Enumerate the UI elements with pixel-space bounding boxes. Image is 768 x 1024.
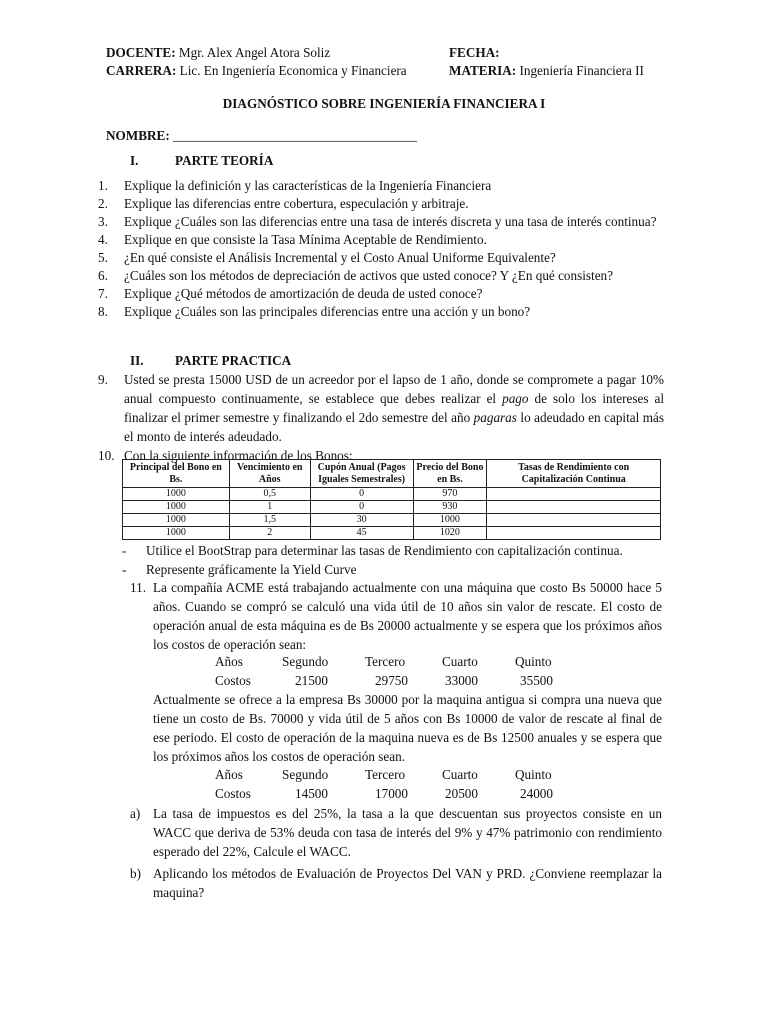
bond-table-row <box>123 488 661 501</box>
docente-label: DOCENTE: <box>106 45 176 60</box>
cost-cell: 24000 <box>520 786 553 801</box>
bond-table-cell: 1000 <box>123 488 230 501</box>
bond-table-cell: 0,5 <box>229 488 310 501</box>
question-number: 5. <box>98 250 108 265</box>
docente-value: Mgr. Alex Angel Atora Soliz <box>178 45 331 60</box>
bond-table-cell: 45 <box>310 527 413 540</box>
question-text: Explique las diferencias entre cobertura, especulación y arbitraje. <box>124 196 469 211</box>
question-text: Explique ¿Qué métodos de amortización de deuda de usted conoce? <box>124 286 483 301</box>
part-letter: b) <box>130 866 141 881</box>
cost-cell: 17000 <box>375 786 408 801</box>
theory-question-2 <box>98 195 664 213</box>
document-title: DIAGNÓSTICO SOBRE INGENIERÍA FINANCIERA I <box>222 96 546 111</box>
bond-table <box>122 459 661 540</box>
question-11-new-machine: Actualmente se ofrece a la empresa Bs 30000 por la maquina antigua si compra una nueva que tiene un costo de Bs. 70000 y vida útil de 5 años con Bs 10000 de valor de rescate al final de ese periodo. El costo de operación de la maquina nueva es de Bs 12500 anuales y se espera que los próximos años los costos de operación sean. <box>153 692 662 764</box>
year-cell: Segundo <box>282 767 329 782</box>
bond-table-header-row <box>123 460 661 488</box>
section-2-title: PARTE PRACTICA <box>175 353 292 368</box>
carrera-label: CARRERA: <box>106 63 177 78</box>
task-text: Represente gráficamente la Yield Curve <box>146 562 357 577</box>
question-11-number: 11. <box>130 580 146 595</box>
question-number: 7. <box>98 286 108 301</box>
year-cell: Quinto <box>515 654 552 669</box>
bond-table-cell: 1020 <box>413 527 487 540</box>
question-9-text-b: de solo los intereses al finalizar el primer semestre y finalizando el 2do semestre del año <box>124 391 664 425</box>
bond-table-cell <box>487 501 661 514</box>
theory-question-3 <box>98 213 664 231</box>
year-cell: Tercero <box>365 654 406 669</box>
cost-cell: 35500 <box>520 673 553 688</box>
question-text: Explique en que consiste la Tasa Mínima Aceptable de Rendimiento. <box>124 232 487 247</box>
bond-table-cell: 1000 <box>123 501 230 514</box>
question-10-tasks <box>122 542 662 579</box>
theory-question-1 <box>98 177 664 195</box>
costs-label: Costos <box>215 673 251 688</box>
year-cell: Cuarto <box>442 767 478 782</box>
year-cell: Tercero <box>365 767 406 782</box>
question-text: ¿Cuáles son los métodos de depreciación de activos que usted conoce? Y ¿En qué consisten? <box>124 268 613 283</box>
part-letter: a) <box>130 806 141 821</box>
theory-questions-list <box>98 177 664 321</box>
docente-field <box>106 44 330 62</box>
bond-table-header-cell: Vencimiento en Años <box>229 460 310 488</box>
question-number: 2. <box>98 196 108 211</box>
bond-table-row <box>123 527 661 540</box>
carrera-value: Lic. En Ingeniería Economica y Financiera <box>179 63 407 78</box>
cost-cell: 14500 <box>295 786 328 801</box>
question-text: Explique ¿Cuáles son las diferencias entre una tasa de interés discreta y una tasa de interés continua? <box>124 214 657 229</box>
question-9-number: 9. <box>98 372 108 387</box>
task-text: Utilice el BootStrap para determinar las tasas de Rendimiento con capitalización continua. <box>146 543 623 558</box>
part-text: Aplicando los métodos de Evaluación de Proyectos Del VAN y PRD. ¿Conviene reemplazar la maquina? <box>153 866 662 900</box>
bond-table-cell <box>487 488 661 501</box>
question-10-number: 10. <box>98 448 115 463</box>
cost-cell: 33000 <box>445 673 478 688</box>
question-10-text: Con la siguiente información de los Bonos: <box>124 448 353 463</box>
bond-table-cell: 30 <box>310 514 413 527</box>
theory-question-6 <box>98 267 664 285</box>
header-row-2 <box>106 62 666 80</box>
question-number: 4. <box>98 232 108 247</box>
question-11-part-a <box>130 804 662 861</box>
practice-questions-list <box>98 370 664 465</box>
question-9-italic-pagaras: pagaras <box>473 410 517 425</box>
bond-table-cell: 1000 <box>123 514 230 527</box>
costs-label: Costos <box>215 786 251 801</box>
question-number: 1. <box>98 178 108 193</box>
bond-table-cell: 2 <box>229 527 310 540</box>
bond-table-cell: 970 <box>413 488 487 501</box>
cost-cell: 20500 <box>445 786 478 801</box>
question-11 <box>130 578 662 654</box>
bond-table-header-cell: Cupón Anual (Pagos Iguales Semestrales) <box>310 460 413 488</box>
bond-table-cell <box>487 514 661 527</box>
question-11-intro: La compañía ACME está trabajando actualmente con una máquina que costo Bs 50000 hace 5 años. Cuando se compró se calculó una vida útil de 10 años sin valor de rescate. El costo de operación anual de esta máquina es de Bs 20000 actualmente y se espera que los próximos años los costos de operación sean: <box>153 580 662 652</box>
question-9 <box>98 370 664 446</box>
bond-table-cell <box>487 527 661 540</box>
question-9-text-a: Usted se presta 15000 USD de un acreedor por el lapso de 1 año, donde se compromete a pagar 10% anual compuesto continuamente, se establece que debes realizar el <box>124 372 664 406</box>
question-text: ¿En qué consiste el Análisis Incremental y el Costo Anual Uniforme Equivalente? <box>124 250 556 265</box>
header-row-1 <box>106 44 666 62</box>
theory-question-7 <box>98 285 664 303</box>
bond-table-cell: 0 <box>310 488 413 501</box>
question-11-parts <box>130 804 662 902</box>
bond-table-cell: 930 <box>413 501 487 514</box>
question-9-italic-pago: pago <box>502 391 529 406</box>
task-dash: - <box>122 562 127 577</box>
bond-table-row <box>123 514 661 527</box>
fecha-field <box>449 44 500 62</box>
question-text: Explique la definición y las características de la Ingeniería Financiera <box>124 178 492 193</box>
bond-table-header-cell: Principal del Bono en Bs. <box>123 460 230 488</box>
year-cell: Cuarto <box>442 654 478 669</box>
question-9-text-c: lo adeudado en capital más el monto de interés adeudado. <box>124 410 664 444</box>
part-text: La tasa de impuestos es del 25%, la tasa a la que descuentan sus proyectos consiste en un WACC que deriva de 53% deuda con tasa de interés del 9% y 47% patrimonio con rendimiento esperado del 22%, Calcule el WACC. <box>153 806 662 859</box>
cost-cell: 29750 <box>375 673 408 688</box>
bond-table-header-cell: Tasas de Rendimiento con Capitalización Continua <box>487 460 661 488</box>
years-label: Años <box>215 767 243 782</box>
section-2-number: II. <box>130 353 144 368</box>
materia-value: Ingeniería Financiera II <box>519 63 644 78</box>
question-text: Explique ¿Cuáles son las principales diferencias entre una acción y un bono? <box>124 304 531 319</box>
nombre-field <box>106 127 417 145</box>
section-1-number: I. <box>130 153 139 168</box>
year-cell: Segundo <box>282 654 329 669</box>
theory-question-4 <box>98 231 664 249</box>
materia-label: MATERIA: <box>449 63 517 78</box>
section-1-title: PARTE TEORÍA <box>175 153 274 168</box>
nombre-label: NOMBRE: <box>106 128 170 143</box>
materia-field <box>449 62 644 80</box>
question-number: 8. <box>98 304 108 319</box>
bond-table-row <box>123 501 661 514</box>
theory-question-8 <box>98 303 664 321</box>
carrera-field <box>106 62 407 80</box>
nombre-line: _____________________________________ <box>173 128 418 143</box>
task-dash: - <box>122 543 127 558</box>
bond-table-header-cell: Precio del Bono en Bs. <box>413 460 487 488</box>
fecha-label: FECHA: <box>449 45 500 60</box>
question-number: 3. <box>98 214 108 229</box>
bond-table-cell: 0 <box>310 501 413 514</box>
question-11-part-b <box>130 864 662 902</box>
task-bootstrap <box>122 542 662 560</box>
bond-table-cell: 1 <box>229 501 310 514</box>
bond-table-body <box>123 488 661 540</box>
bond-table-cell: 1,5 <box>229 514 310 527</box>
year-cell: Quinto <box>515 767 552 782</box>
task-yield-curve <box>122 561 662 579</box>
bond-table-cell: 1000 <box>413 514 487 527</box>
years-label: Años <box>215 654 243 669</box>
bond-table-cell: 1000 <box>123 527 230 540</box>
question-number: 6. <box>98 268 108 283</box>
theory-question-5 <box>98 249 664 267</box>
cost-cell: 21500 <box>295 673 328 688</box>
